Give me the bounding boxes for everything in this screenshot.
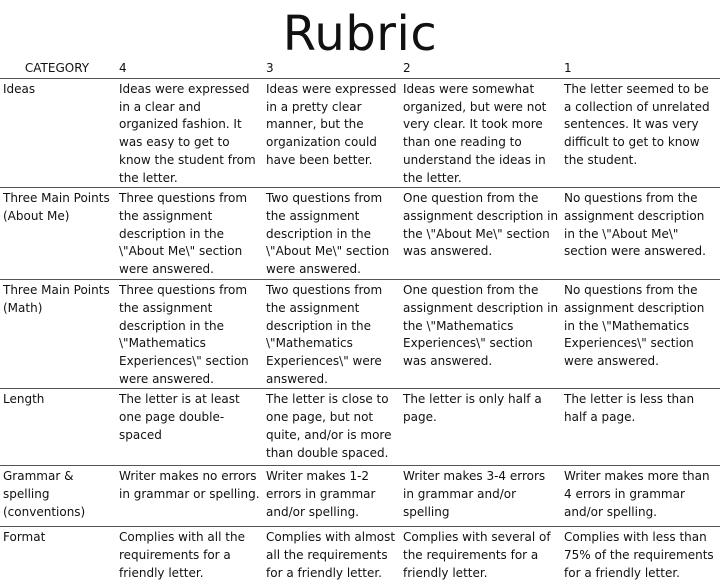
header-category: CATEGORY [24,61,90,75]
header-score-2: 2 [403,61,411,75]
row-category: Ideas [0,79,116,188]
score-2-cell: One question from the assignment description in the \"Mathematics Experiences\" section was answered. [400,280,561,389]
score-3-cell: Two questions from the assignment description in the \"About Me\" section were answered. [263,188,400,280]
row-category: Three Main Points (About Me) [0,188,116,280]
score-1-cell: No questions from the assignment description in the \"Mathematics Experiences\" section were answered. [561,280,720,389]
score-4-cell: Three questions from the assignment description in the \"About Me\" section were answered. [116,188,263,280]
score-2-cell: One question from the assignment description in the \"About Me\" section was answered. [400,188,561,280]
table-row [0,188,720,280]
score-1-cell: Writer makes more than 4 errors in grammar and/or spelling. [561,466,720,527]
score-2-cell: Complies with several of the requirements for a friendly letter. [400,527,561,586]
table-row [0,79,720,188]
score-4-cell: Writer makes no errors in grammar or spelling. [116,466,263,527]
rubric-table [0,58,720,586]
row-category: Three Main Points (Math) [0,280,116,389]
row-category: Format [0,527,116,586]
score-3-cell: The letter is close to one page, but not quite, and/or is more than double spaced. [263,389,400,466]
header-row [0,58,720,79]
row-category: Grammar & spelling (conventions) [0,466,116,527]
table-row [0,280,720,389]
score-3-cell: Ideas were expressed in a pretty clear manner, but the organization could have been better. [263,79,400,188]
score-4-cell: Complies with all the requirements for a friendly letter. [116,527,263,586]
table-row [0,527,720,586]
score-2-cell: Ideas were somewhat organized, but were not very clear. It took more than one reading to understand the ideas in the letter. [400,79,561,188]
score-2-cell: Writer makes 3-4 errors in grammar and/or spelling [400,466,561,527]
score-1-cell: The letter is less than half a page. [561,389,720,466]
score-1-cell: The letter seemed to be a collection of unrelated sentences. It was very difficult to get to know the student. [561,79,720,188]
score-3-cell: Writer makes 1-2 errors in grammar and/or spelling. [263,466,400,527]
page-title: Rubric [282,6,438,62]
row-category: Length [0,389,116,466]
score-3-cell: Two questions from the assignment description in the \"Mathematics Experiences\" were answered. [263,280,400,389]
header-score-3: 3 [266,61,274,75]
score-4-cell: Ideas were expressed in a clear and organized fashion. It was easy to get to know the student from the letter. [116,79,263,188]
score-4-cell: The letter is at least one page double-spaced [116,389,263,466]
score-4-cell: Three questions from the assignment description in the \"Mathematics Experiences\" section were answered. [116,280,263,389]
score-1-cell: Complies with less than 75% of the requirements for a friendly letter. [561,527,720,586]
score-1-cell: No questions from the assignment description in the \"About Me\" section were answered. [561,188,720,280]
header-score-4: 4 [119,61,127,75]
score-2-cell: The letter is only half a page. [400,389,561,466]
score-3-cell: Complies with almost all the requirements for a friendly letter. [263,527,400,586]
table-row [0,389,720,466]
table-row [0,466,720,527]
header-score-1: 1 [564,61,572,75]
